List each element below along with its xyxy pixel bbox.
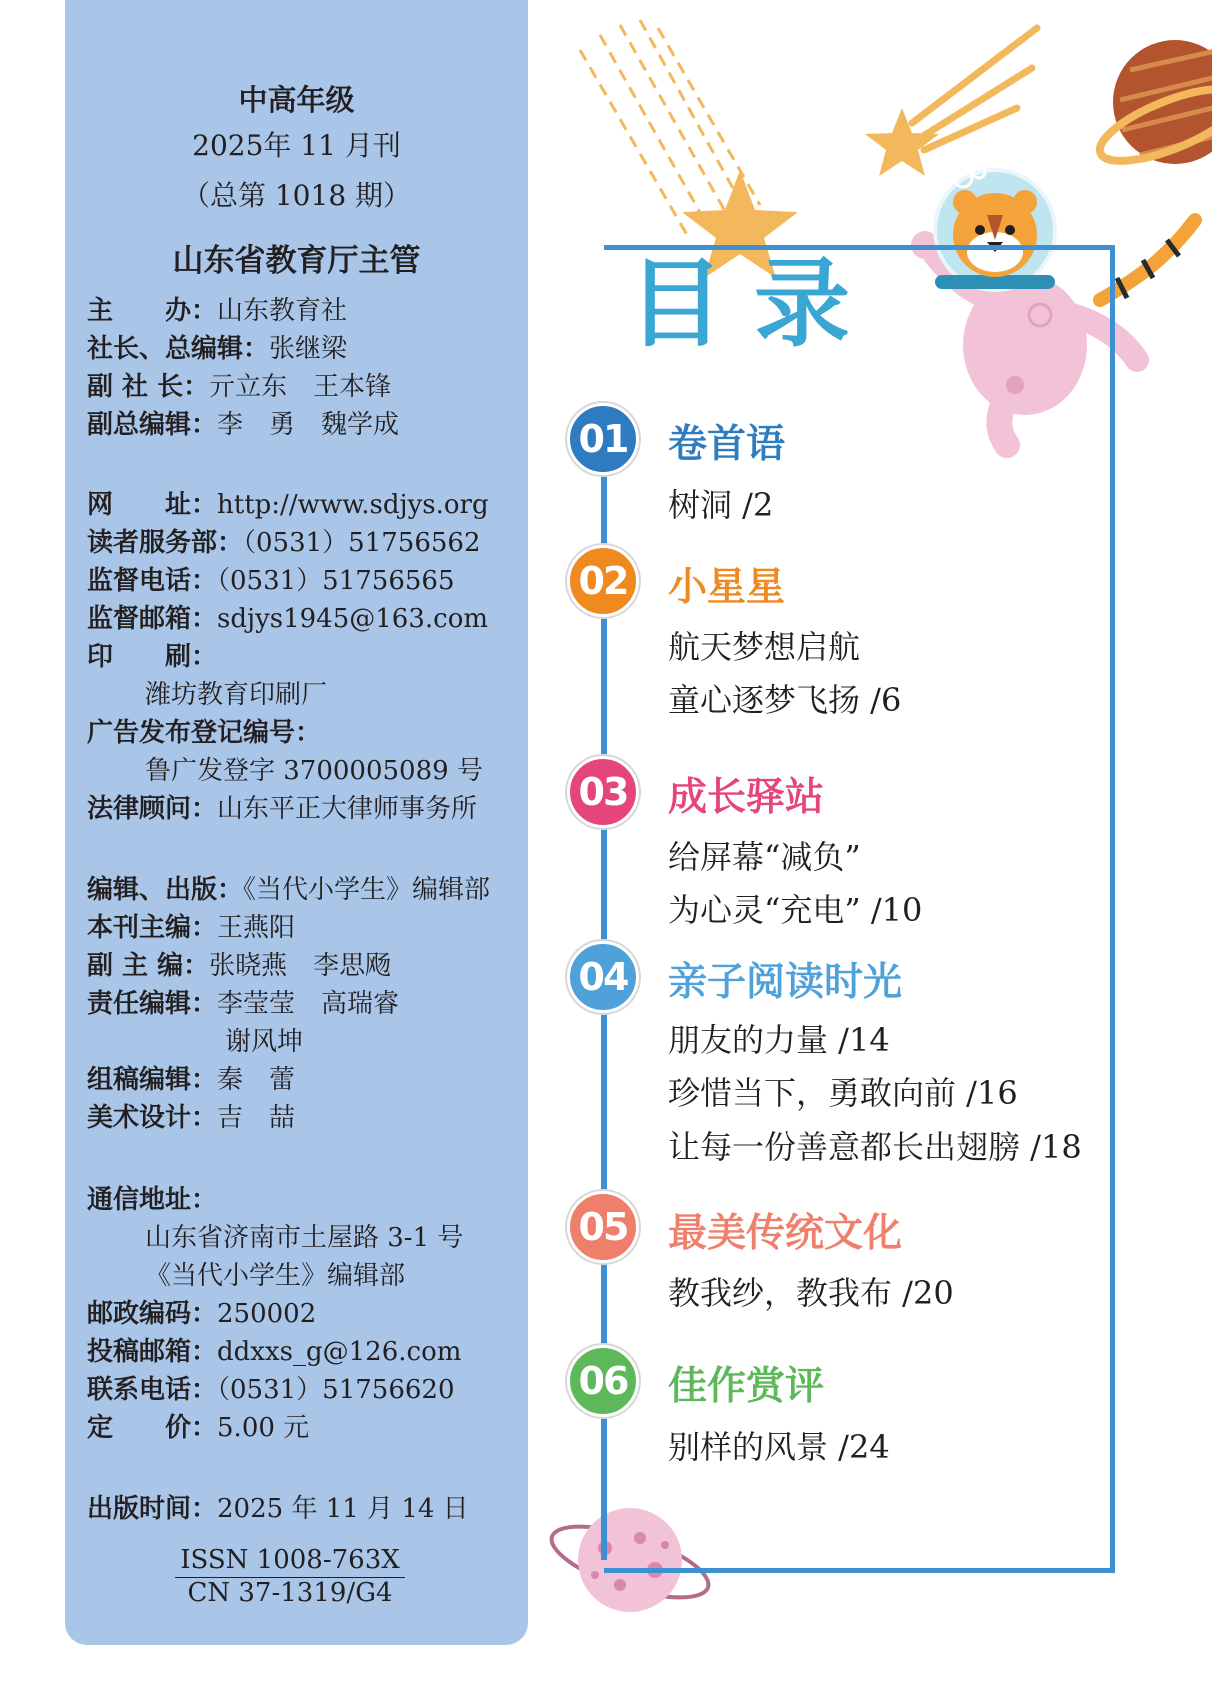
section-title-growth-station[interactable]: 成长驿站 (668, 775, 825, 820)
info-row-supervision-phone: 监督电话：（0531）51756565 (87, 566, 455, 596)
info-row-printer: 印 刷： (87, 642, 218, 672)
info-row-responsible-editor: 责任编辑：李莹莹 高瑞睿 (87, 989, 400, 1019)
info-responsible-editor-extra: 谢风坤 (225, 1027, 304, 1057)
info-address-line2: 《当代小学生》编辑部 (145, 1261, 406, 1291)
section-title-family-reading[interactable]: 亲子阅读时光 (668, 960, 903, 1005)
toc-item-space-dream[interactable]: 航天梦想启航 (668, 628, 861, 666)
info-row-reader-service: 读者服务部：（0531）51756562 (87, 528, 481, 558)
info-row-vice-president: 副 社 长：亓立东 王本锋 (87, 372, 392, 402)
toc-item-teach-yarn[interactable]: 教我纱，教我布 /20 (668, 1274, 954, 1312)
section-title-little-stars[interactable]: 小星星 (668, 565, 786, 610)
total-issue: （总第 1018 期） (181, 179, 412, 212)
issn-cn-block (175, 1545, 405, 1608)
info-row-submission-email: 投稿邮箱：ddxxs_g@126.com (87, 1337, 462, 1367)
shooting-star-icon (580, 20, 820, 260)
info-row-president: 社长、总编辑：张继梁 (87, 334, 348, 364)
info-row-deputy-editor: 副总编辑：李 勇 魏学成 (87, 410, 400, 440)
toc-item-power-of-friends[interactable]: 朋友的力量 /14 (668, 1021, 890, 1059)
info-row-postal-code: 邮政编码：250002 (87, 1299, 317, 1329)
toc-item-cherish-present[interactable]: 珍惜当下，勇敢向前 /16 (668, 1074, 1018, 1112)
info-row-address: 通信地址： (87, 1185, 218, 1215)
info-address-line1: 山东省济南市土屋路 3-1 号 (145, 1223, 464, 1253)
info-row-editing-publishing: 编辑、出版：《当代小学生》编辑部 (87, 875, 491, 905)
info-row-supervision-email: 监督邮箱：sdjys1945@163.com (87, 604, 489, 634)
info-row-publish-date: 出版时间：2025 年 11 月 14 日 (87, 1494, 469, 1524)
section-number-06: 06 (567, 1345, 639, 1417)
info-row-ad-registration: 广告发布登记编号： (87, 718, 322, 748)
grade-label: 中高年级 (238, 83, 355, 117)
section-number-02: 02 (567, 545, 639, 617)
issue-date: 2025年 11 月刊 (192, 129, 401, 162)
toc-item-childhood-dream[interactable]: 童心逐梦飞扬 /6 (668, 681, 902, 719)
info-row-associate-editor: 副 主 编：张晓燕 李思飏 (87, 951, 392, 981)
section-number-03: 03 (567, 756, 639, 828)
toc-item-different-scenery[interactable]: 别样的风景 /24 (668, 1428, 890, 1466)
toc-item-kindness-wings[interactable]: 让每一份善意都长出翅膀 /18 (668, 1128, 1082, 1166)
masthead-panel (65, 0, 528, 1645)
section-title-foreword[interactable]: 卷首语 (668, 422, 786, 467)
toc-item-soul-recharge[interactable]: 为心灵“充电” /10 (668, 891, 923, 929)
info-row-legal-counsel: 法律顾问：山东平正大律师事务所 (87, 794, 478, 824)
info-row-website: 网 址：http://www.sdjys.org (87, 490, 489, 520)
section-title-traditional-culture[interactable]: 最美传统文化 (668, 1211, 903, 1256)
info-row-commissioning-editor: 组稿编辑：秦 蕾 (87, 1065, 296, 1095)
section-number-05: 05 (567, 1191, 639, 1263)
info-row-contact-phone: 联系电话：（0531）51756620 (87, 1375, 455, 1405)
supervisor-label: 山东省教育厅主管 (172, 243, 421, 279)
info-row-sponsor: 主 办：山东教育社 (87, 296, 348, 326)
toc-item-screen-reduce[interactable]: 给屏幕“减负” (668, 838, 861, 876)
section-title-essay-review[interactable]: 佳作赏评 (668, 1364, 825, 1409)
issn-number: ISSN 1008-763X (175, 1545, 405, 1578)
section-number-04: 04 (567, 941, 639, 1013)
info-row-art-design: 美术设计：吉 喆 (87, 1103, 296, 1133)
toc-item-tree-hole[interactable]: 树洞 /2 (668, 486, 774, 524)
cn-number: CN 37-1319/G4 (187, 1578, 393, 1608)
info-row-price: 定 价：5.00 元 (87, 1413, 310, 1443)
info-row-chief-editor: 本刊主编：王燕阳 (87, 913, 296, 943)
info-printer-name: 潍坊教育印刷厂 (145, 680, 328, 710)
small-shooting-star-icon (862, 28, 1052, 178)
section-number-01: 01 (567, 403, 639, 475)
toc-title: 目录 (628, 248, 880, 360)
info-ad-registration-number: 鲁广发登字 3700005089 号 (145, 756, 483, 786)
